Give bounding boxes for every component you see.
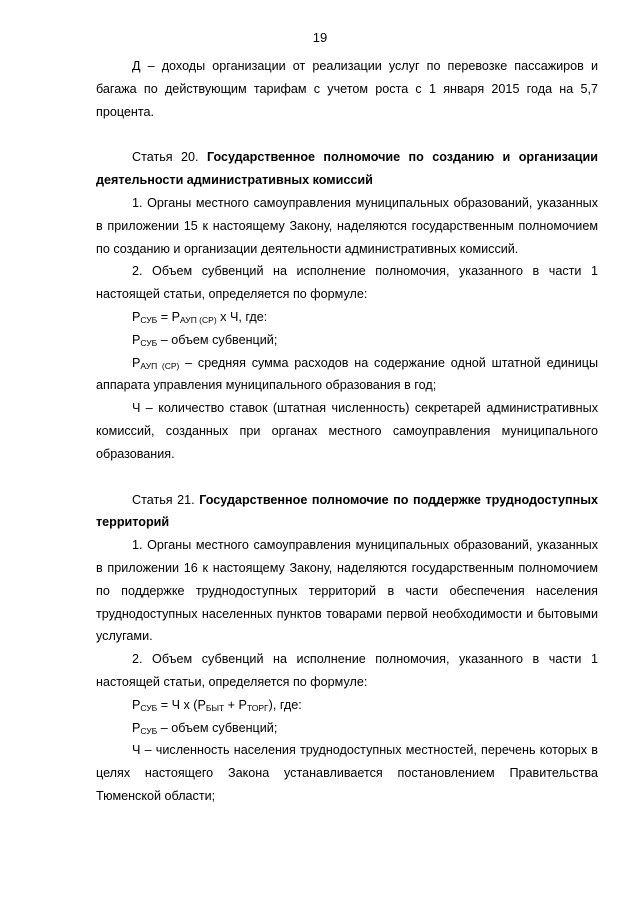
article-20-def-psub: $Р_{СУБ}$ – объем субвенций; (132, 332, 278, 348)
article-21-part-2: 2. Объем субвенций на исполнение полномочия, указанного в части 1 настоящей статьи, определяется по формуле: (96, 652, 598, 689)
spacer (96, 466, 598, 489)
article-21-formula: $Р_{СУБ} = Ч$ х $(Р_{БЫТ} + Р_{ТОРГ})$, где: (132, 697, 302, 713)
paragraph-income-definition: Д – доходы организации от реализации услуг по перевозке пассажиров и багажа по действующим тарифам с учетом роста с 1 января 2015 года на 5,7 процента. (96, 59, 598, 119)
page-content (96, 55, 598, 808)
article-20-part-2: 2. Объем субвенций на исполнение полномочия, указанного в части 1 настоящей статьи, определяется по формуле: (96, 264, 598, 302)
article-21-heading (96, 489, 598, 535)
page-number: 19 (312, 30, 328, 45)
article-21-def-psub: $Р_{СУБ}$ – объем субвенций; (132, 720, 278, 736)
article-21-label: Статья 21. (132, 492, 195, 507)
spacer (96, 123, 598, 146)
article-20-def-paup: $Р_{АУП (СР)}$ – средняя сумма расходов на содержание одной штатной единицы аппарата управления муниципального образования в год; (96, 355, 598, 393)
article-20-label: Статья 20. (132, 150, 199, 165)
article-21-part-1: 1. Органы местного самоуправления муниципальных образований, указанных в приложении 16 к настоящему Закону, наделяются государственным полномочием по поддержке труднодоступных территорий в части обеспечения населения труднодоступных населенных пунктов товарами первой необходимости и бытовыми услугами. (96, 538, 598, 644)
article-21-def-ch: Ч – численность населения труднодоступных местностей, перечень которых в целях настоящего Закона устанавливается постановлением Правительства Тюменской области; (96, 743, 598, 803)
article-20-part-1: 1. Органы местного самоуправления муниципальных образований, указанных в приложении 15 к настоящему Закону, наделяются государственным полномочием по созданию и организации деятельности административных комиссий. (96, 195, 598, 256)
article-20-def-ch: Ч – количество ставок (штатная численность) секретарей административных комиссий, созданных при органах местного самоуправления муниципального образования. (96, 401, 598, 461)
article-20-title: Государственное полномочие по созданию и организации деятельности административных комиссий (96, 150, 599, 188)
article-20-heading (96, 146, 598, 192)
article-21-title: Государственное полномочие по поддержке труднодоступных территорий (96, 492, 598, 530)
article-20-formula: $Р_{СУБ} = Р_{АУП (СР)}$ х Ч, где: (132, 309, 268, 325)
